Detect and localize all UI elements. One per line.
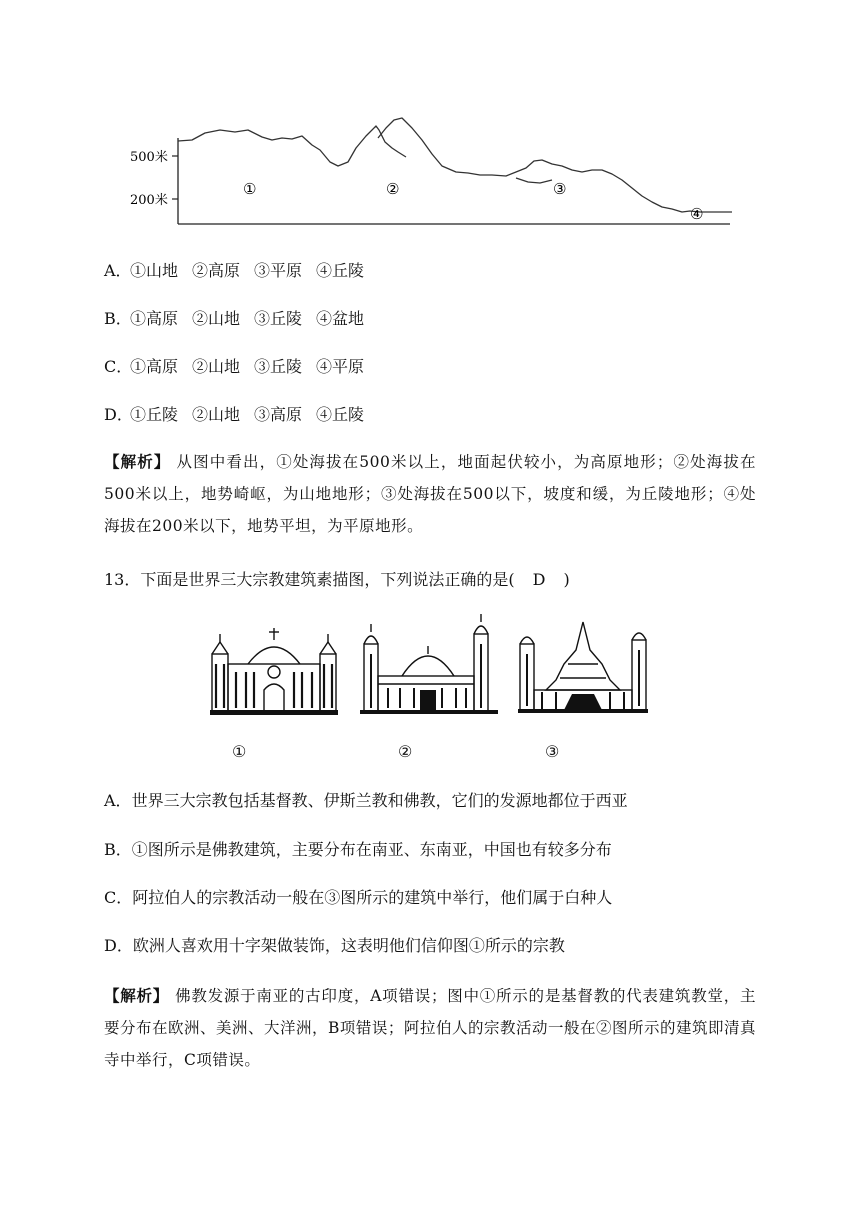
region-label-2: ② bbox=[386, 180, 400, 198]
q13-option-b[interactable]: B．①图所示是佛教建筑，主要分布在南亚、东南亚，中国也有较多分布 bbox=[104, 840, 612, 859]
analysis-text: 佛教发源于南亚的古印度，A项错误；图中①所示的是基督教的代表建筑教堂，主要分布在欧洲、美洲、大洋洲，B项错误；阿拉伯人的宗教活动一般在②图所示的建筑即清真寺中举行，C项错误。 bbox=[104, 987, 756, 1069]
q12-option-c[interactable]: C．①高原 ②山地 ③丘陵 ④平原 bbox=[104, 357, 365, 376]
building-mosque-sketch bbox=[358, 614, 500, 714]
q13-option-c[interactable]: C．阿拉伯人的宗教活动一般在③图所示的建筑中举行，他们属于白种人 bbox=[104, 888, 613, 907]
building-label-1: ① bbox=[232, 742, 247, 761]
q12-option-d[interactable]: D．①丘陵 ②山地 ③高原 ④丘陵 bbox=[104, 405, 365, 424]
building-pagoda-sketch bbox=[516, 620, 650, 714]
region-label-3: ③ bbox=[553, 180, 567, 198]
q13-answer: D bbox=[532, 570, 546, 589]
building-label-3: ③ bbox=[545, 742, 560, 761]
q12-option-a[interactable]: A．①山地 ②高原 ③平原 ④丘陵 bbox=[104, 261, 365, 280]
y-label-500: 500米 bbox=[130, 150, 168, 165]
y-label-200: 200米 bbox=[130, 193, 168, 208]
analysis-tag: 【解析】 bbox=[104, 986, 170, 1005]
q12-option-b[interactable]: B．①高原 ②山地 ③丘陵 ④盆地 bbox=[104, 309, 365, 328]
q13-option-a[interactable]: A．世界三大宗教包括基督教、伊斯兰教和佛教，它们的发源地都位于西亚 bbox=[104, 791, 628, 810]
q12-analysis bbox=[104, 446, 756, 542]
q13-option-d[interactable]: D．欧洲人喜欢用十字架做装饰，这表明他们信仰图①所示的宗教 bbox=[104, 936, 565, 955]
terrain-profile-figure bbox=[120, 108, 750, 233]
region-label-1: ① bbox=[243, 180, 257, 198]
terrain-outline-hill bbox=[516, 178, 552, 183]
analysis-text: 从图中看出，①处海拔在500米以上，地面起伏较小，为高原地形；②处海拔在500米以上，地势崎岖，为山地地形；③处海拔在500以下，坡度和缓，为丘陵地形；④处海拔在200米以下，地势平坦，为平原地形。 bbox=[104, 453, 756, 535]
building-label-2: ② bbox=[398, 742, 413, 761]
terrain-outline bbox=[178, 126, 406, 166]
analysis-tag: 【解析】 bbox=[104, 452, 171, 471]
region-label-4: ④ bbox=[690, 205, 704, 223]
q13-analysis bbox=[104, 980, 756, 1076]
building-cathedral-sketch bbox=[208, 628, 340, 716]
q13-stem: 13．下面是世界三大宗教建筑素描图，下列说法正确的是( D ) bbox=[104, 570, 570, 589]
